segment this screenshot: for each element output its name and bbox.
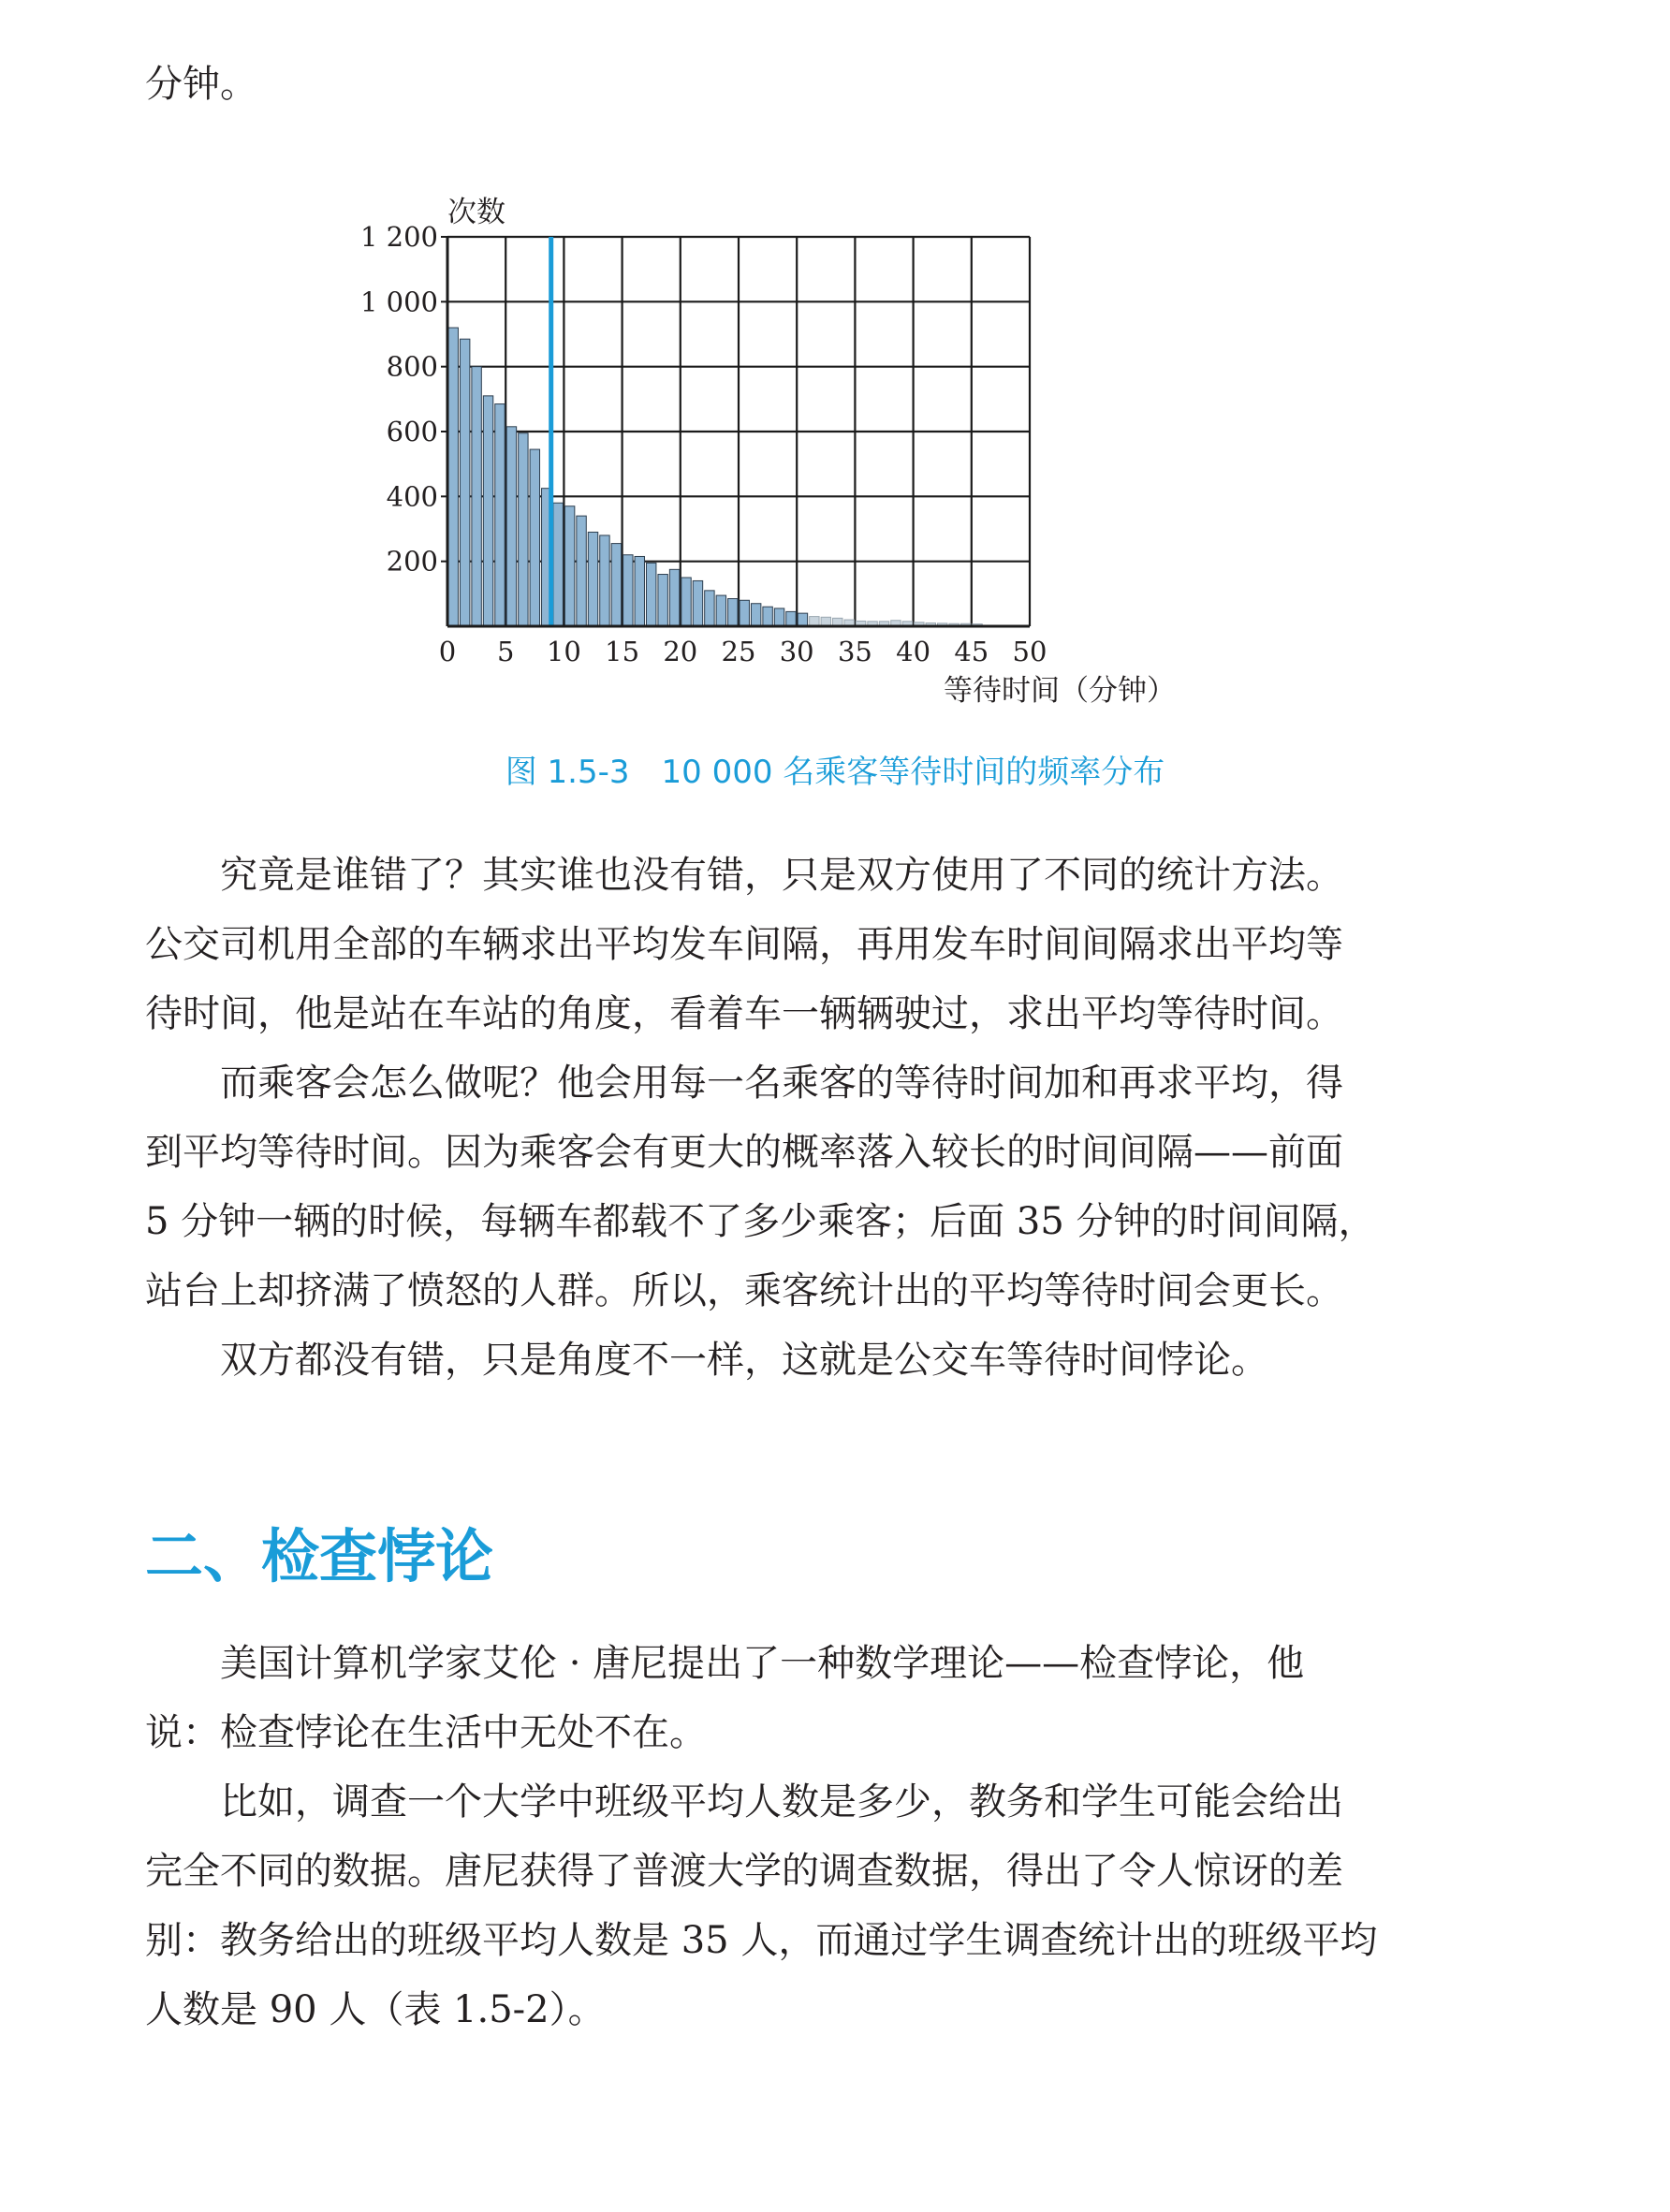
text-line: 公交司机用全部的车辆求出平均发车间隔，再用发车时间间隔求出平均等 — [145, 923, 1343, 966]
y-tick-label: 800 — [386, 350, 438, 383]
histogram-bar — [483, 396, 492, 626]
histogram-bar — [786, 611, 796, 626]
text-line: 别：教务给出的班级平均人数是 35 人，而通过学生调查统计出的班级平均 — [145, 1919, 1378, 1962]
section-title: 二、检查悖论 — [145, 1522, 494, 1590]
x-tick-label: 5 — [496, 636, 515, 667]
histogram-bar — [519, 433, 528, 626]
histogram-bar — [611, 544, 621, 626]
histogram-bar — [705, 591, 714, 626]
histogram-bar — [669, 569, 679, 626]
histogram-bar — [751, 604, 760, 626]
histogram-bar — [472, 367, 481, 626]
histogram-bar — [448, 328, 458, 626]
y-tick-label: 600 — [386, 416, 438, 447]
top-line: 分钟。 — [145, 63, 257, 106]
text-line: 说：检查悖论在生活中无处不在。 — [145, 1711, 707, 1754]
x-tick-label: 50 — [1012, 636, 1047, 667]
y-tick-label: 1 000 — [359, 286, 438, 318]
histogram-chart — [0, 192, 1670, 922]
histogram-bar — [716, 595, 725, 626]
histogram-bar — [681, 578, 691, 626]
text-line: 站台上却挤满了愤怒的人群。所以，乘客统计出的平均等待时间会更长。 — [145, 1269, 1343, 1312]
x-tick-label: 40 — [896, 636, 931, 667]
histogram-bar — [635, 556, 644, 626]
histogram-bar — [740, 600, 749, 626]
histogram-bar — [810, 617, 819, 626]
x-tick-label: 30 — [779, 636, 814, 667]
histogram-bar — [600, 535, 609, 626]
histogram-bar — [693, 580, 702, 626]
y-tick-label: 200 — [386, 545, 438, 578]
text-line: 待时间，他是站在车站的角度，看着车一辆辆驶过，求出平均等待时间。 — [145, 992, 1343, 1035]
x-axis-label: 等待时间（分钟） — [944, 674, 1176, 708]
histogram-bar — [564, 506, 574, 626]
histogram-bar — [798, 613, 807, 626]
histogram-bar — [506, 427, 516, 626]
histogram-bar — [495, 404, 505, 626]
text-line: 双方都没有错，只是角度不一样，这就是公交车等待时间悖论。 — [220, 1339, 1268, 1382]
histogram-bar — [553, 503, 563, 626]
text-line: 而乘客会怎么做呢？他会用每一名乘客的等待时间加和再求平均，得 — [220, 1062, 1343, 1105]
y-tick-label: 1 200 — [359, 221, 438, 253]
text-line: 完全不同的数据。唐尼获得了普渡大学的调查数据，得出了令人惊讶的差 — [145, 1850, 1343, 1893]
text-line: 究竟是谁错了？其实谁也没有错，只是双方使用了不同的统计方法。 — [220, 854, 1343, 897]
text-line: 美国计算机学家艾伦 · 唐尼提出了一种数学理论——检查悖论，他 — [220, 1642, 1305, 1685]
y-tick-label: 400 — [386, 480, 438, 513]
x-tick-label: 20 — [663, 636, 698, 667]
figure-caption: 图 1.5-3 10 000 名乘客等待时间的频率分布 — [505, 754, 1165, 791]
histogram-bar — [460, 339, 469, 626]
histogram-bar — [530, 449, 539, 626]
text-line: 到平均等待时间。因为乘客会有更大的概率落入较长的时间间隔——前面 — [145, 1131, 1343, 1174]
histogram-bar — [728, 599, 738, 626]
histogram-bar — [577, 516, 586, 626]
histogram-bar — [774, 608, 784, 626]
text-line: 比如，调查一个大学中班级平均人数是多少，教务和学生可能会给出 — [220, 1780, 1343, 1824]
x-tick-label: 45 — [954, 636, 989, 667]
x-tick-label: 15 — [605, 636, 640, 667]
x-tick-label: 10 — [546, 636, 581, 667]
text-line: 5 分钟一辆的时候，每辆车都载不了多少乘客；后面 35 分钟的时间间隔， — [145, 1200, 1376, 1243]
x-tick-label: 25 — [721, 636, 756, 667]
x-tick-label: 0 — [438, 636, 457, 667]
histogram-bar — [658, 575, 667, 626]
text-line: 人数是 90 人（表 1.5-2）。 — [145, 1988, 606, 2031]
x-tick-label: 35 — [837, 636, 872, 667]
histogram-bar — [646, 563, 655, 626]
histogram-bar — [588, 532, 597, 626]
histogram-bar — [763, 607, 772, 626]
histogram-bar — [623, 555, 633, 626]
y-axis-label: 次数 — [447, 196, 505, 229]
